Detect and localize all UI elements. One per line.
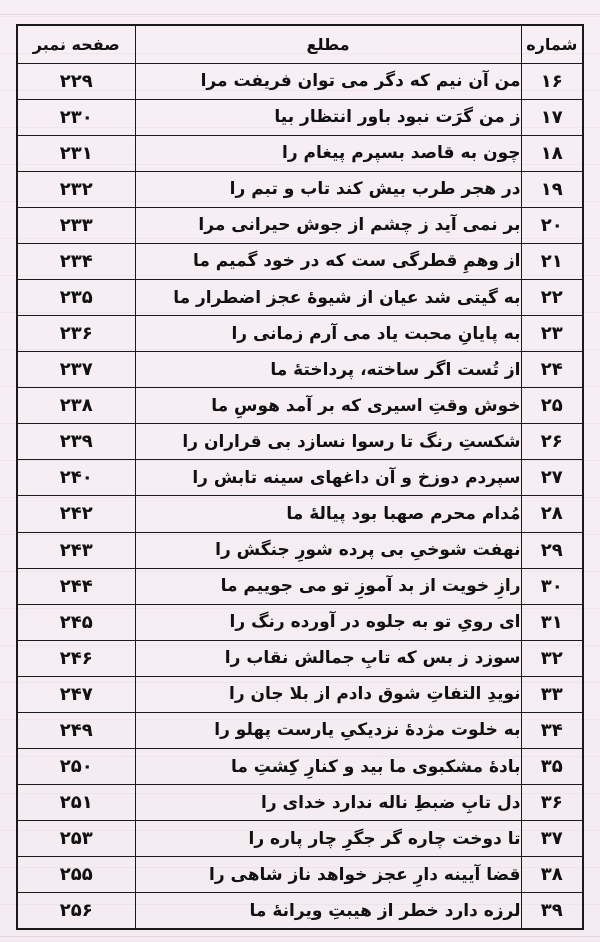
table-row — [17, 99, 583, 135]
row-first-line: از وهمِ قطرگی ست که در خود گمیم ما — [135, 243, 521, 279]
row-page-number: ۲۳۴ — [17, 243, 135, 279]
row-first-line: به گیتی شد عیان از شیوهٔ عجز اضطرار ما — [135, 279, 521, 315]
table-row — [17, 821, 583, 857]
row-page-number: ۲۲۹ — [17, 63, 135, 99]
bleed-through-line — [0, 936, 600, 937]
row-number: ۳۱ — [521, 604, 583, 640]
row-number: ۱۸ — [521, 135, 583, 171]
row-page-number: ۲۴۷ — [17, 676, 135, 712]
row-first-line: در هجر طرب بیش کند تاب و تبم را — [135, 171, 521, 207]
table-row — [17, 352, 583, 388]
row-number: ۲۶ — [521, 424, 583, 460]
row-page-number: ۲۴۲ — [17, 496, 135, 532]
table-row — [17, 207, 583, 243]
row-first-line: لرزه دارد خطر از هیبتِ ویرانهٔ ما — [135, 893, 521, 929]
row-first-line: ای رویِ تو به جلوه در آورده رنگ را — [135, 604, 521, 640]
row-number: ۳۴ — [521, 712, 583, 748]
table-row — [17, 712, 583, 748]
table-row — [17, 568, 583, 604]
row-number: ۱۷ — [521, 99, 583, 135]
row-page-number: ۲۵۱ — [17, 785, 135, 821]
row-first-line: قضا آیینه دارِ عجز خواهد ناز شاهی را — [135, 857, 521, 893]
row-number: ۲۵ — [521, 388, 583, 424]
row-number: ۳۲ — [521, 640, 583, 676]
row-page-number: ۲۴۹ — [17, 712, 135, 748]
row-first-line: خوش وقتِ اسیری که بر آمد هوسِ ما — [135, 388, 521, 424]
row-page-number: ۲۳۰ — [17, 99, 135, 135]
row-page-number: ۲۵۳ — [17, 821, 135, 857]
row-number: ۲۴ — [521, 352, 583, 388]
row-page-number: ۲۴۴ — [17, 568, 135, 604]
table-row — [17, 316, 583, 352]
row-page-number: ۲۴۰ — [17, 460, 135, 496]
table-row — [17, 604, 583, 640]
row-page-number: ۲۳۸ — [17, 388, 135, 424]
row-first-line: مُدام محرم صهبا بود پیالهٔ ما — [135, 496, 521, 532]
row-number: ۳۶ — [521, 785, 583, 821]
row-first-line: از تُست اگر ساخته، پرداختهٔ ما — [135, 352, 521, 388]
table-row — [17, 640, 583, 676]
table-row — [17, 460, 583, 496]
row-first-line: سپردم دوزخ و آن داغهای سینه تابش را — [135, 460, 521, 496]
row-first-line: دل تابِ ضبطِ ناله ندارد خدای را — [135, 785, 521, 821]
row-first-line: ز من گرَت نبود باور انتظار بیا — [135, 99, 521, 135]
table-row — [17, 532, 583, 568]
row-number: ۳۹ — [521, 893, 583, 929]
table-row — [17, 857, 583, 893]
row-first-line: به پایانِ محبت یاد می آرم زمانی را — [135, 316, 521, 352]
row-number: ۲۹ — [521, 532, 583, 568]
table-row — [17, 496, 583, 532]
row-page-number: ۲۳۳ — [17, 207, 135, 243]
row-page-number: ۲۵۵ — [17, 857, 135, 893]
row-page-number: ۲۳۱ — [17, 135, 135, 171]
row-page-number: ۲۵۰ — [17, 748, 135, 784]
table-row — [17, 424, 583, 460]
row-page-number: ۲۵۶ — [17, 893, 135, 929]
table-row — [17, 785, 583, 821]
header-number: شماره — [521, 25, 583, 63]
row-page-number: ۲۴۳ — [17, 532, 135, 568]
row-page-number: ۲۳۲ — [17, 171, 135, 207]
row-number: ۱۶ — [521, 63, 583, 99]
bleed-through-line — [0, 14, 600, 15]
row-page-number: ۲۴۵ — [17, 604, 135, 640]
table-row — [17, 171, 583, 207]
table-row — [17, 748, 583, 784]
row-number: ۳۳ — [521, 676, 583, 712]
row-number: ۲۷ — [521, 460, 583, 496]
table-row — [17, 893, 583, 929]
row-first-line: شکستِ رنگ تا رسوا نسازد بی قراران را — [135, 424, 521, 460]
table-row — [17, 676, 583, 712]
index-table — [16, 24, 584, 930]
row-page-number: ۲۳۹ — [17, 424, 135, 460]
row-page-number: ۲۴۶ — [17, 640, 135, 676]
row-page-number: ۲۳۵ — [17, 279, 135, 315]
table-row — [17, 388, 583, 424]
table-row — [17, 135, 583, 171]
row-first-line: رازِ خویت از بد آموزِ تو می جوییم ما — [135, 568, 521, 604]
row-first-line: بر نمی آید ز چشم از جوش حیرانی مرا — [135, 207, 521, 243]
table-row — [17, 243, 583, 279]
row-number: ۲۸ — [521, 496, 583, 532]
row-number: ۲۲ — [521, 279, 583, 315]
header-first-line: مطلع — [135, 25, 521, 63]
row-first-line: به خلوت مژدهٔ نزدیکیِ یارست پهلو را — [135, 712, 521, 748]
row-first-line: بادهٔ مشکبوی ما بید و کنارِ کِشتِ ما — [135, 748, 521, 784]
row-number: ۱۹ — [521, 171, 583, 207]
row-number: ۲۰ — [521, 207, 583, 243]
row-first-line: چون به قاصد بسپرم پیغام را — [135, 135, 521, 171]
row-first-line: سوزد ز بس که تابِ جمالش نقاب را — [135, 640, 521, 676]
row-page-number: ۲۳۶ — [17, 316, 135, 352]
row-page-number: ۲۳۷ — [17, 352, 135, 388]
header-row — [17, 25, 583, 63]
row-number: ۳۰ — [521, 568, 583, 604]
header-page-number: صفحه نمبر — [17, 25, 135, 63]
row-number: ۲۱ — [521, 243, 583, 279]
row-number: ۲۳ — [521, 316, 583, 352]
row-number: ۳۸ — [521, 857, 583, 893]
row-first-line: نهفت شوخیِ بی پرده شورِ جنگش را — [135, 532, 521, 568]
row-first-line: تا دوخت چاره گر جگرِ چار پاره را — [135, 821, 521, 857]
table-row — [17, 279, 583, 315]
row-first-line: نویدِ التفاتِ شوق دادم از بلا جان را — [135, 676, 521, 712]
row-number: ۳۵ — [521, 748, 583, 784]
table-row — [17, 63, 583, 99]
row-number: ۳۷ — [521, 821, 583, 857]
row-first-line: من آن نیم که دگر می توان فریفت مرا — [135, 63, 521, 99]
